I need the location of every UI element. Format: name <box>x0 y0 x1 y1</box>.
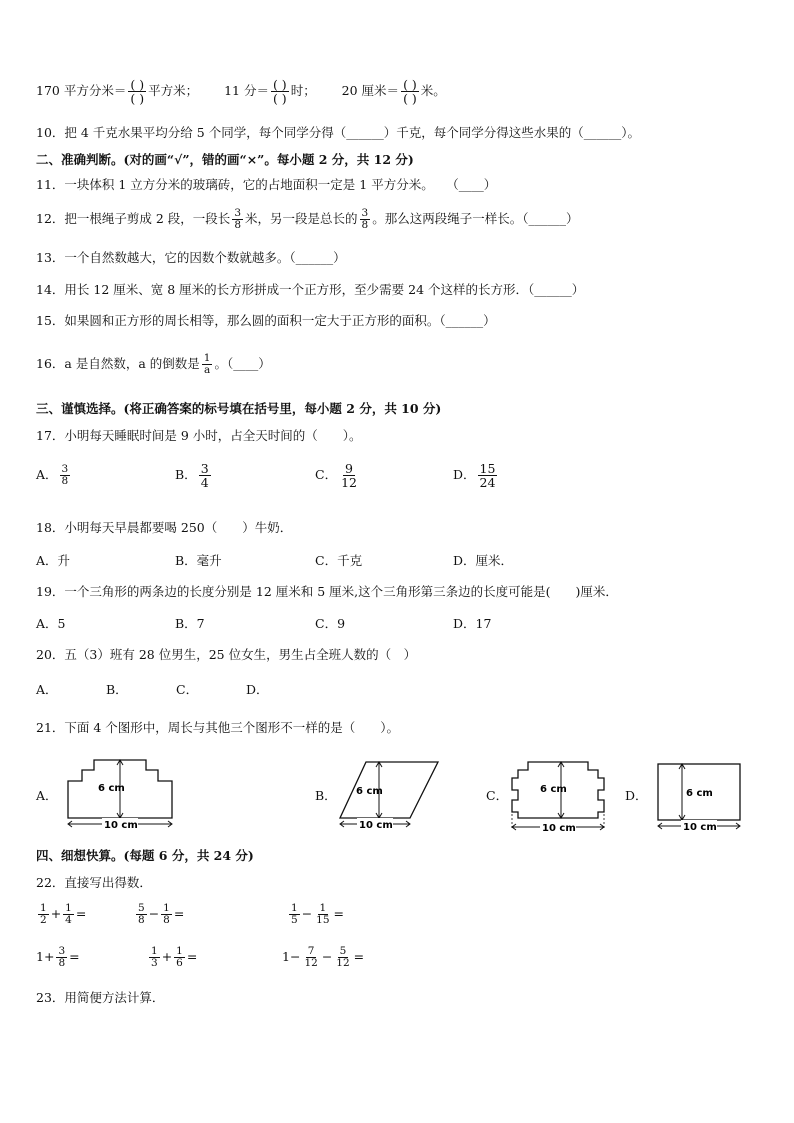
q17-b-label: B． <box>175 467 197 483</box>
q18-option-b: B．毫升 <box>175 553 222 568</box>
q22-2-a-den: 8 <box>138 914 145 927</box>
q21-label-a: A． <box>36 788 58 803</box>
q21-label-b: B． <box>315 788 337 803</box>
q18-option-d: D．厘米． <box>453 553 514 568</box>
q22-6-b-den: 12 <box>336 957 350 970</box>
q22-6-a-num: 7 <box>307 945 315 957</box>
q21-b-height: 6 cm <box>356 786 383 797</box>
q22-3-a-den: 5 <box>291 914 298 927</box>
conv-c-num: ( ) <box>403 77 417 92</box>
conv-a-prefix: 170 平方分米＝ <box>36 83 127 99</box>
q19-option-c: C．9 <box>315 616 346 631</box>
q22-6-frac-b <box>334 946 351 969</box>
q21-a-height: 6 cm <box>98 783 125 794</box>
q17-d-label: D． <box>453 467 476 483</box>
section-2-heading: 二、准确判断。(对的画“√”，错的画“×”。每小题 2 分，共 12 分) <box>36 152 414 167</box>
q18-option-a: A．升 <box>36 553 71 568</box>
conv-b-prefix: 11 分＝ <box>224 83 269 99</box>
q22-3-a-num: 1 <box>291 902 298 914</box>
q21-c-height: 6 cm <box>540 784 567 795</box>
q12-f2-num: 3 <box>361 207 369 219</box>
q22-4-whole: 1+ <box>36 949 55 965</box>
q22-6-a-den: 12 <box>304 957 318 970</box>
q17-d-num: 15 <box>479 461 496 476</box>
q12-text-c: 。那么这两段绳子一样长。（______） <box>372 211 579 227</box>
q17-d-den: 24 <box>479 475 496 491</box>
conv-b-num: ( ) <box>272 77 287 92</box>
section-3-heading: 三、谨慎选择。(将正确答案的标号填在括号里，每小题 2 分，共 10 分) <box>36 401 442 416</box>
q21-d-height: 6 cm <box>686 788 713 799</box>
q21-figure-c <box>506 756 610 836</box>
q17-a-num: 3 <box>61 463 69 475</box>
q21-label-d: D． <box>625 788 648 803</box>
q22-2-operator: − <box>148 906 160 922</box>
question-12 <box>36 208 578 231</box>
q21-d-width: 10 cm <box>683 822 717 833</box>
q17-option-c <box>315 462 361 489</box>
question-14: 14．用长 12 厘米、宽 8 厘米的长方形拼成一个正方形，至少需要 24 个这样的长方形．（______） <box>36 282 585 297</box>
q17-b-den: 4 <box>200 475 209 491</box>
q22-4-equals: = <box>69 949 80 965</box>
q22-calc-3 <box>287 903 344 926</box>
q9-conversion-line <box>36 78 446 105</box>
q22-1-equals: = <box>75 906 87 922</box>
q22-5-a-num: 1 <box>151 945 158 957</box>
q21-c-width: 10 cm <box>542 823 576 834</box>
q22-1-a-num: 1 <box>40 902 47 914</box>
q22-5-frac-a <box>149 946 160 969</box>
q17-c-den: 12 <box>341 475 357 491</box>
q22-5-equals: = <box>186 949 198 965</box>
q22-1-b-num: 1 <box>65 902 72 914</box>
q20-option-c: C． <box>176 682 199 697</box>
question-10: 10．把 4 千克水果平均分给 5 个同学，每个同学分得（______）千克，每个同学分得这些水果的（______）。 <box>36 125 640 140</box>
conv-a-suffix: 平方米； <box>148 83 199 99</box>
q12-f2-den: 8 <box>361 219 369 232</box>
q12-f1-den: 8 <box>234 219 241 232</box>
q22-1-b-den: 4 <box>65 914 72 927</box>
q16-text-a: 16．a 是自然数，a 的倒数是 <box>36 356 200 372</box>
q20-option-d: D． <box>246 682 269 697</box>
conv-a-num: ( ) <box>130 77 145 92</box>
q22-5-frac-b <box>174 946 185 969</box>
q22-2-a-num: 5 <box>138 902 145 914</box>
q12-fraction-1 <box>232 208 243 231</box>
q12-text-b: 米，另一段是总长的 <box>245 211 358 227</box>
q22-2-b-den: 8 <box>163 914 170 927</box>
q21-figure-b <box>338 758 442 832</box>
conv-a-fraction <box>128 78 146 105</box>
conv-c-den: ( ) <box>403 91 417 107</box>
conv-a-den: ( ) <box>130 91 145 107</box>
q22-6-b-num: 5 <box>339 945 347 957</box>
question-18-stem: 18．小明每天早晨都要喝 250（ ）牛奶． <box>36 520 293 535</box>
q12-f1-num: 3 <box>234 207 241 219</box>
conv-c-suffix: 米。 <box>420 83 446 99</box>
section-4-heading: 四、细想快算。(每题 6 分，共 24 分) <box>36 848 254 863</box>
q22-calc-4 <box>36 946 80 969</box>
conv-c-fraction <box>401 78 419 105</box>
q22-2-frac-b <box>161 903 172 926</box>
question-23-stem: 23．用简便方法计算． <box>36 990 165 1005</box>
q17-c-num: 9 <box>345 461 353 476</box>
q21-figure-d <box>652 758 746 834</box>
question-17-stem: 17．小明每天睡眠时间是 9 小时，占全天时间的（ ）。 <box>36 428 362 443</box>
q22-3-b-den: 15 <box>316 914 330 927</box>
q21-a-width: 10 cm <box>104 820 138 831</box>
q21-figure-a <box>62 756 178 832</box>
q22-1-frac-a <box>38 903 49 926</box>
q22-calc-2 <box>134 903 184 926</box>
q20-option-b: B． <box>106 682 128 697</box>
q22-5-a-den: 3 <box>151 957 158 970</box>
q22-calc-1 <box>36 903 86 926</box>
q17-option-d <box>453 462 499 489</box>
q22-3-operator: − <box>301 906 313 922</box>
q22-6-operator: − <box>321 949 333 965</box>
q16-fraction <box>202 353 213 376</box>
q22-3-b-num: 1 <box>319 902 327 914</box>
q22-6-frac-a <box>302 946 319 969</box>
q19-option-d: D．17 <box>453 616 492 631</box>
q22-2-b-num: 1 <box>163 902 170 914</box>
q22-3-frac-b <box>314 903 331 926</box>
q22-calc-6 <box>282 946 364 969</box>
q22-calc-5 <box>147 946 197 969</box>
q17-option-b <box>175 462 213 489</box>
q17-c-label: C． <box>315 467 338 483</box>
q21-b-width: 10 cm <box>359 820 393 831</box>
q17-a-label: A． <box>36 467 58 483</box>
conv-b-den: ( ) <box>272 91 287 107</box>
q19-option-a: A．5 <box>36 616 66 631</box>
question-22-stem: 22．直接写出得数． <box>36 875 152 890</box>
q17-b-fraction <box>199 462 211 489</box>
question-19-stem: 19．一个三角形的两条边的长度分别是 12 厘米和 5 厘米,这个三角形第三条边的长度可能是( )厘米． <box>36 584 618 599</box>
q17-a-fraction <box>60 464 71 487</box>
q22-5-operator: + <box>161 949 173 965</box>
conv-c-prefix: 20 厘米＝ <box>341 83 400 99</box>
q22-5-b-den: 6 <box>176 957 183 970</box>
q22-6-whole: 1− <box>282 949 301 965</box>
q22-1-a-den: 2 <box>40 914 47 927</box>
question-20-stem: 20．五（3）班有 28 位男生，25 位女生，男生占全班人数的（ ） <box>36 647 417 662</box>
question-16 <box>36 353 271 376</box>
q19-option-b: B．7 <box>175 616 205 631</box>
conv-b-suffix: 时； <box>290 83 316 99</box>
q17-b-num: 3 <box>200 461 209 476</box>
question-15: 15．如果圆和正方形的周长相等，那么圆的面积一定大于正方形的面积。（______） <box>36 313 496 328</box>
q12-text-a: 12．把一根绳子剪成 2 段，一段长 <box>36 211 231 227</box>
q22-3-equals: = <box>333 906 345 922</box>
q17-a-den: 8 <box>61 475 69 488</box>
q16-f-num: 1 <box>203 352 211 364</box>
q18-option-c: C．千克 <box>315 553 363 568</box>
q22-2-frac-a <box>136 903 147 926</box>
q22-4-frac <box>56 946 67 969</box>
q21-label-c: C． <box>486 788 509 803</box>
q16-text-b: 。（____） <box>214 356 271 372</box>
q16-f-den: a <box>203 364 211 377</box>
question-13: 13．一个自然数越大，它的因数个数就越多。（______） <box>36 250 346 265</box>
question-21-stem: 21．下面 4 个图形中，周长与其他三个图形不一样的是（ ）。 <box>36 720 400 735</box>
q22-5-b-num: 1 <box>176 945 183 957</box>
q22-6-equals: = <box>353 949 365 965</box>
q17-d-fraction <box>478 462 498 489</box>
q22-3-frac-a <box>289 903 300 926</box>
conv-b-fraction <box>271 78 289 105</box>
question-11: 11．一块体积 1 立方分米的玻璃砖，它的占地面积一定是 1 平方分米。 （____） <box>36 177 497 192</box>
q20-option-a: A． <box>36 682 58 697</box>
q22-1-frac-b <box>63 903 74 926</box>
q22-1-operator: + <box>50 906 62 922</box>
q22-4-num: 3 <box>58 945 66 957</box>
q17-c-fraction <box>339 462 359 489</box>
q22-4-den: 8 <box>58 957 66 970</box>
q22-2-equals: = <box>173 906 185 922</box>
q12-fraction-2 <box>360 208 371 231</box>
q17-option-a <box>36 464 72 487</box>
